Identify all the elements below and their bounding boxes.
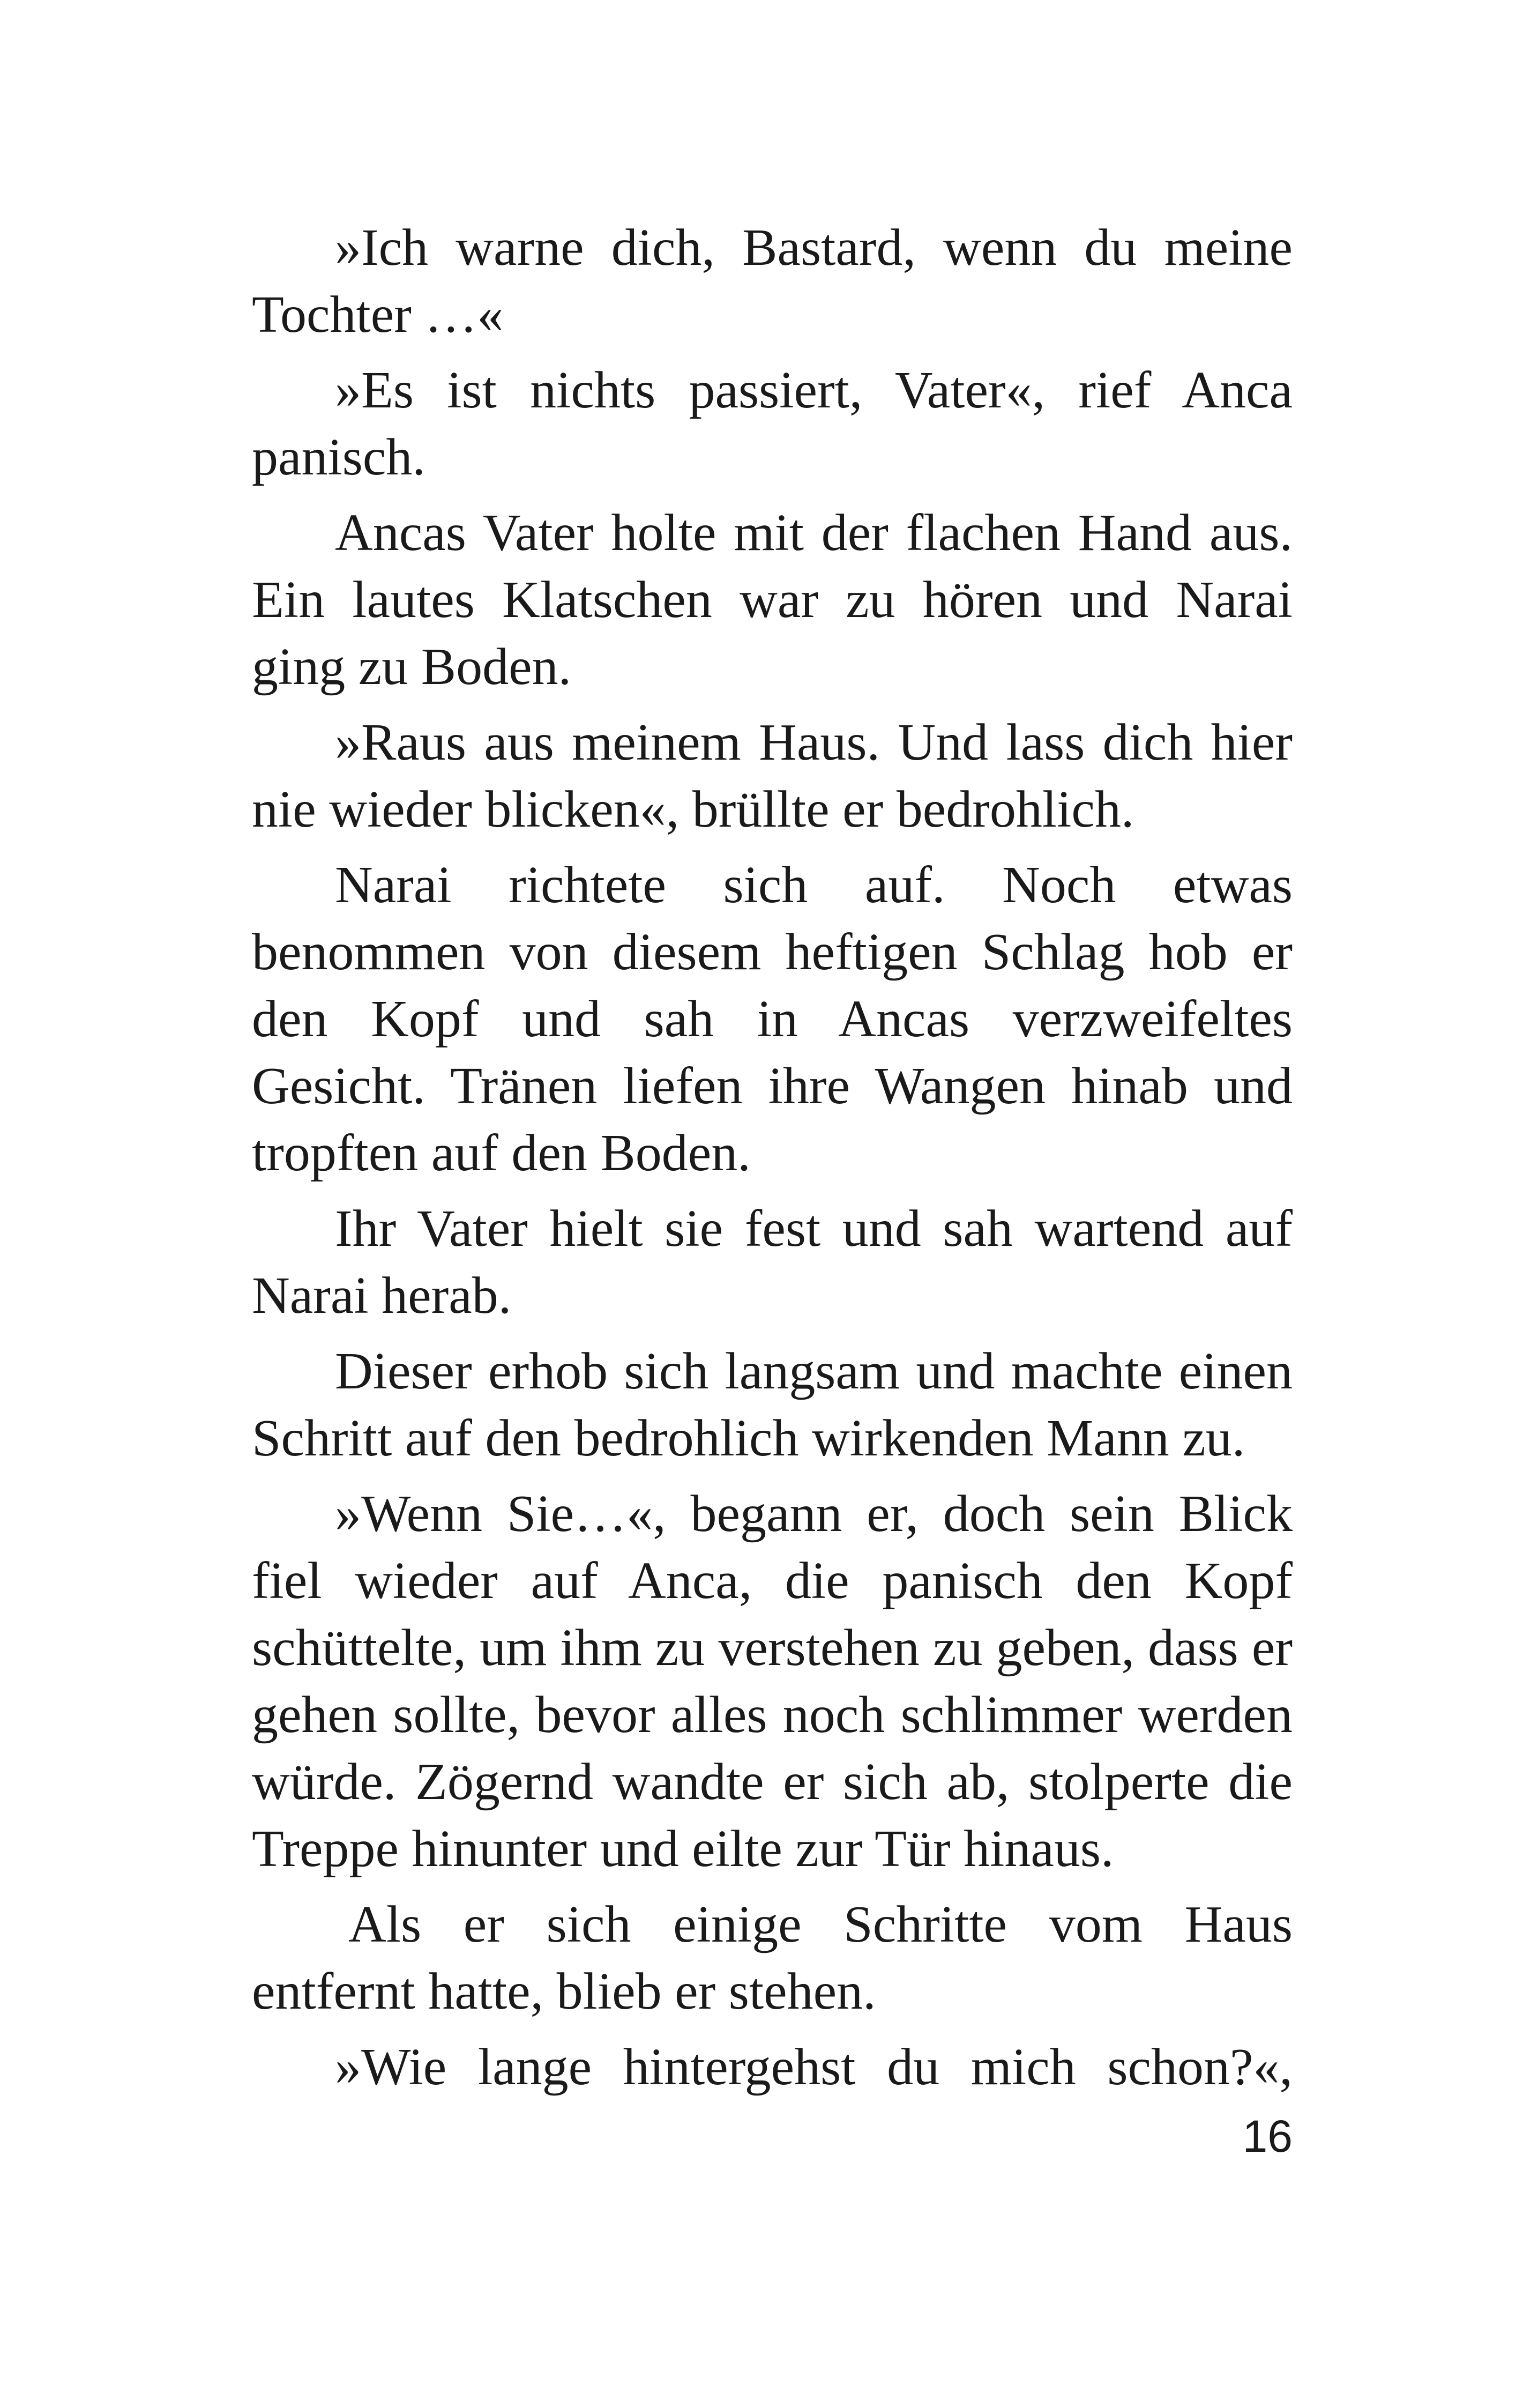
paragraph-7: Dieser erhob sich langsam und machte einen Schritt auf den bedrohlich wirkenden Mann zu.	[252, 1342, 1293, 1467]
paragraph-6: Ihr Vater hielt sie fest und sah wartend auf Narai herab.	[252, 1200, 1293, 1325]
paragraph-8: »Wenn Sie…«, begann er, doch sein Blick fiel wieder auf Anca, die panisch den Kopf schüttelte, um ihm zu verstehen zu geben, dass er gehen sollte, bevor alles noch schlimmer werden würde. Zögernd wandte er sich ab, stolperte die Treppe hinunter und eilte zur Tür hinaus.	[252, 1485, 1293, 1878]
paragraph-3: Ancas Vater holte mit der flachen Hand aus. Ein lautes Klatschen war zu hören und Narai ging zu Boden.	[252, 504, 1293, 696]
page-number: 16	[1242, 2111, 1293, 2161]
paragraph-10: »Wie lange hintergehst du mich schon?«,	[335, 2038, 1293, 2096]
paragraph-1: »Ich warne dich, Bastard, wenn du meine Tochter …«	[252, 219, 1293, 344]
paragraph-5: Narai richtete sich auf. Noch etwas benommen von diesem heftigen Schlag hob er den Kopf und sah in Ancas verzweifeltes Gesicht. Tränen liefen ihre Wangen hinab und tropften auf den Boden.	[252, 856, 1293, 1182]
paragraph-2: »Es ist nichts passiert, Vater«, rief Anca panisch.	[252, 361, 1293, 486]
body-text	[252, 214, 1293, 2101]
paragraph-9: Als er sich einige Schritte vom Haus entfernt hatte, blieb er stehen.	[252, 1896, 1293, 2020]
paragraph-4: »Raus aus meinem Haus. Und lass dich hier nie wieder blicken«, brüllte er bedrohlich.	[252, 714, 1293, 838]
